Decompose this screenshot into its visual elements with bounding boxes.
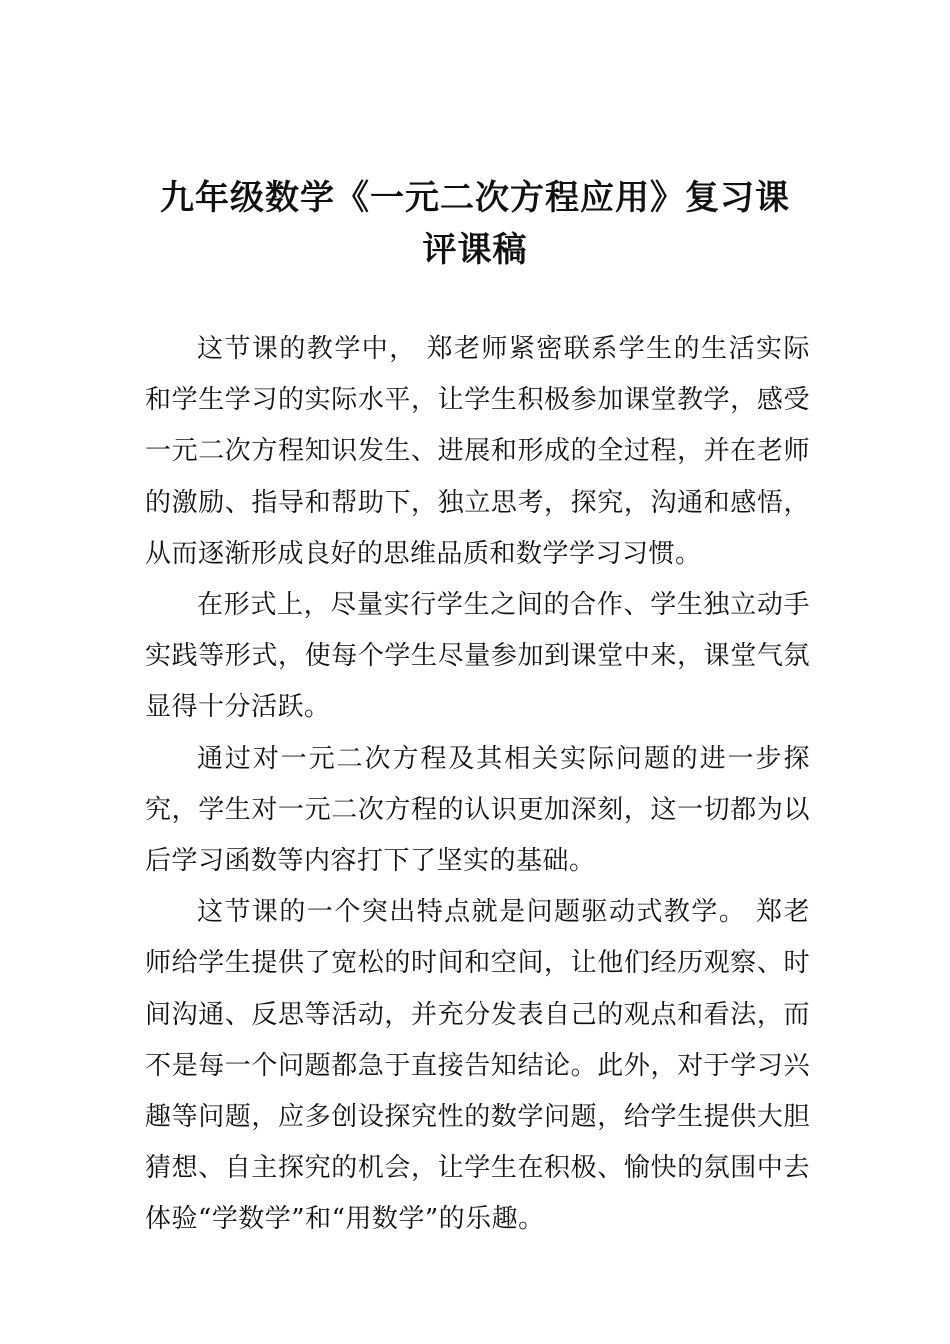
paragraph-3: 通过对一元二次方程及其相关实际问题的进一步探究，学生对一元二次方程的认识更加深刻，这一切都为以后学习函数等内容打下了坚实的基础。 [145, 743, 810, 877]
paragraph-2: 在形式上，尽量实行学生之间的合作、学生独立动手实践等形式，使每个学生尽量参加到课堂中来，课堂气氛显得十分活跃。 [145, 590, 810, 723]
document-title [120, 172, 830, 276]
document-body [145, 324, 810, 1246]
title-line-1: 九年级数学《一元二次方程应用》复习课 [160, 178, 790, 218]
paragraph-4: 这节课的一个突出特点就是问题驱动式教学。 郑老师给学生提供了宽松的时间和空间，让他们经历观察、时间沟通、反思等活动，并充分发表自己的观点和看法，而不是每一个问题都急于直接告知结论。此外，对于学习兴趣等问题，应多创设探究性的数学问题，给学生提供大胆猜想、自主探究的机会，让学生在积极、愉快的氛围中去体验“学数学”和“用数学”的乐趣。 [145, 897, 810, 1235]
paragraph-1: 这节课的教学中， 郑老师紧密联系学生的生活实际和学生学习的实际水平，让学生积极参加课堂教学，感受一元二次方程知识发生、进展和形成的全过程，并在老师的激励、指导和帮助下，独立思考，探究，沟通和感悟，从而逐渐形成良好的思维品质和数学学习习惯。 [145, 334, 810, 569]
title-line-2: 评课稿 [422, 230, 528, 270]
